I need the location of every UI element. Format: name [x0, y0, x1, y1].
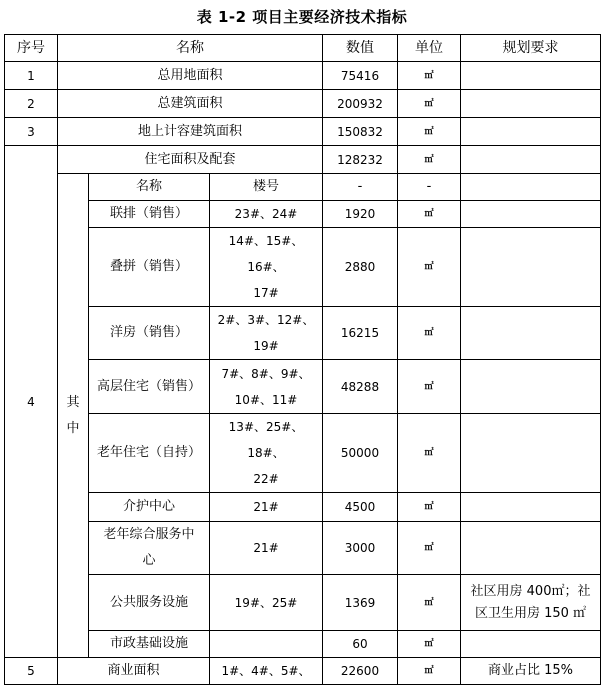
sub-header-building: 楼号	[210, 174, 323, 201]
item-value: 1369	[323, 575, 398, 631]
item-unit: ㎡	[398, 228, 461, 307]
row-value: 200932	[323, 90, 398, 118]
item-building	[210, 631, 323, 658]
row-value: 128232	[323, 146, 398, 174]
item-name: 公共服务设施	[89, 575, 210, 631]
item-building: 2#、3#、12#、 19#	[210, 307, 323, 360]
row-unit: ㎡	[398, 658, 461, 685]
row-requirement	[461, 493, 601, 522]
item-value: 3000	[323, 522, 398, 575]
row-requirement	[461, 90, 601, 118]
item-value: 60	[323, 631, 398, 658]
item-building: 23#、24#	[210, 201, 323, 228]
row-unit: ㎡	[398, 90, 461, 118]
item-unit: ㎡	[398, 522, 461, 575]
row-requirement	[461, 174, 601, 201]
item-unit: ㎡	[398, 414, 461, 493]
item-value: 50000	[323, 414, 398, 493]
header-value: 数值	[323, 35, 398, 62]
row-no: 2	[5, 90, 58, 118]
item-name: 介护中心	[89, 493, 210, 522]
row-requirement	[461, 62, 601, 90]
table-row	[5, 146, 601, 174]
row-name: 住宅面积及配套	[58, 146, 323, 174]
row-name: 地上计容建筑面积	[58, 118, 323, 146]
indicator-table	[4, 34, 601, 685]
row-name: 总建筑面积	[58, 90, 323, 118]
item-building: 21#	[210, 493, 323, 522]
row-requirement	[461, 201, 601, 228]
row-no: 1	[5, 62, 58, 90]
item-unit: ㎡	[398, 201, 461, 228]
row-no: 3	[5, 118, 58, 146]
group-label: 其 中	[58, 174, 89, 658]
table-row	[5, 658, 601, 685]
item-value: 16215	[323, 307, 398, 360]
item-building: 14#、15#、16#、 17#	[210, 228, 323, 307]
item-name: 洋房（销售）	[89, 307, 210, 360]
item-building: 19#、25#	[210, 575, 323, 631]
item-unit: ㎡	[398, 360, 461, 414]
item-unit: ㎡	[398, 631, 461, 658]
sub-header-row	[5, 174, 601, 201]
table-row	[5, 360, 601, 414]
row-requirement	[461, 307, 601, 360]
item-value: 48288	[323, 360, 398, 414]
row-name: 商业面积	[58, 658, 210, 685]
row-requirement	[461, 631, 601, 658]
item-value: 2880	[323, 228, 398, 307]
item-building: 13#、25#、18#、 22#	[210, 414, 323, 493]
table-row	[5, 307, 601, 360]
table-row	[5, 201, 601, 228]
row-requirement: 社区用房 400㎡；社 区卫生用房 150 ㎡	[461, 575, 601, 631]
header-name: 名称	[58, 35, 323, 62]
row-requirement	[461, 360, 601, 414]
table-row	[5, 631, 601, 658]
row-requirement: 商业占比 15%	[461, 658, 601, 685]
table-row	[5, 228, 601, 307]
item-building: 7#、8#、9#、 10#、11#	[210, 360, 323, 414]
header-row	[5, 35, 601, 62]
row-unit: ㎡	[398, 62, 461, 90]
table-title: 表 1-2 项目主要经济技术指标	[196, 8, 408, 26]
row-requirement	[461, 146, 601, 174]
header-requirement: 规划要求	[461, 35, 601, 62]
table-row	[5, 522, 601, 575]
table-row	[5, 493, 601, 522]
row-name: 总用地面积	[58, 62, 323, 90]
table-row	[5, 575, 601, 631]
row-value: 150832	[323, 118, 398, 146]
row-unit: ㎡	[398, 146, 461, 174]
sub-header-value: -	[323, 174, 398, 201]
row-requirement	[461, 118, 601, 146]
item-name: 高层住宅（销售）	[89, 360, 210, 414]
item-name: 联排（销售）	[89, 201, 210, 228]
item-building: 21#	[210, 522, 323, 575]
table-row	[5, 414, 601, 493]
sub-header-unit: -	[398, 174, 461, 201]
header-unit: 单位	[398, 35, 461, 62]
table-row	[5, 118, 601, 146]
row-no: 5	[5, 658, 58, 685]
row-requirement	[461, 228, 601, 307]
header-no: 序号	[5, 35, 58, 62]
table-row	[5, 90, 601, 118]
row-unit: ㎡	[398, 118, 461, 146]
item-value: 4500	[323, 493, 398, 522]
item-unit: ㎡	[398, 575, 461, 631]
row-no: 4	[5, 146, 58, 658]
item-name: 老年住宅（自持）	[89, 414, 210, 493]
item-name: 叠拼（销售）	[89, 228, 210, 307]
row-building: 1#、4#、5#、	[210, 658, 323, 685]
item-name: 老年综合服务中 心	[89, 522, 210, 575]
item-name: 市政基础设施	[89, 631, 210, 658]
table-row	[5, 62, 601, 90]
row-value: 75416	[323, 62, 398, 90]
row-requirement	[461, 522, 601, 575]
item-unit: ㎡	[398, 493, 461, 522]
item-value: 1920	[323, 201, 398, 228]
row-value: 22600	[323, 658, 398, 685]
item-unit: ㎡	[398, 307, 461, 360]
row-requirement	[461, 414, 601, 493]
sub-header-name: 名称	[89, 174, 210, 201]
